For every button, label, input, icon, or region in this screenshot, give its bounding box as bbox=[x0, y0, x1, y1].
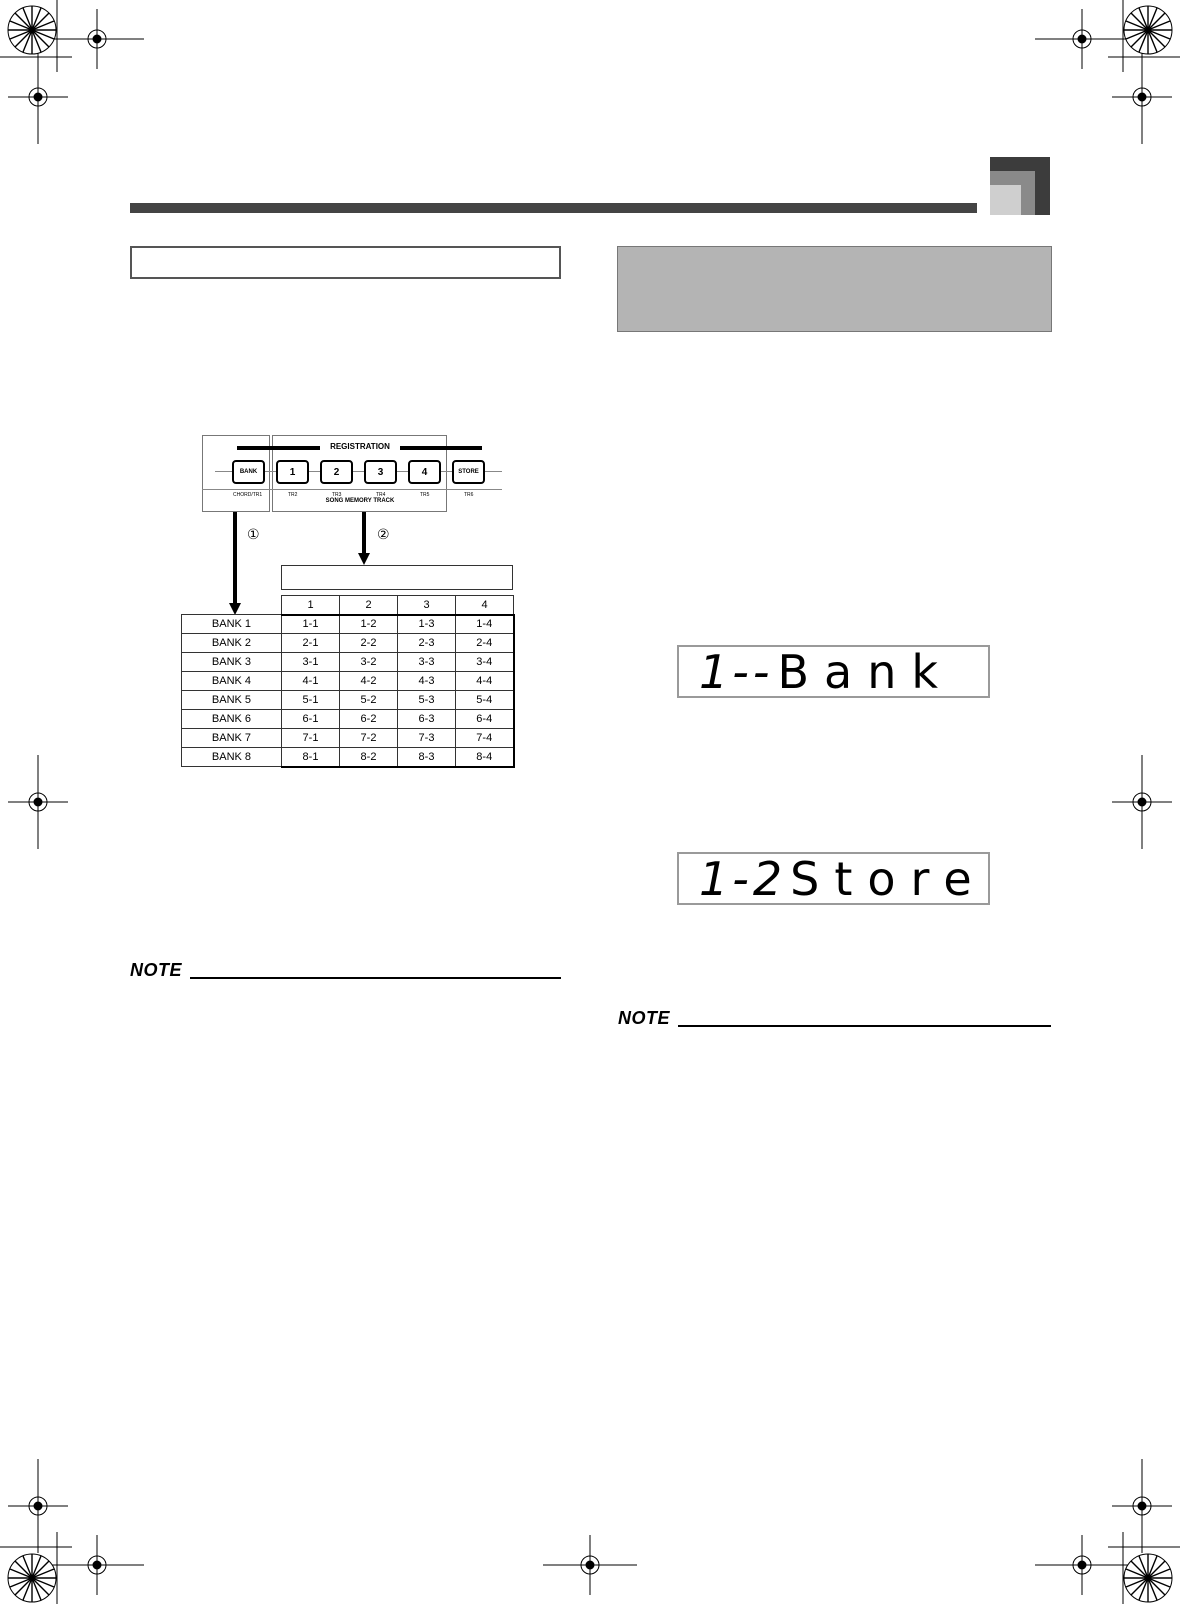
registration-button-3[interactable]: 3 bbox=[364, 460, 397, 484]
section-heading-box bbox=[130, 246, 561, 279]
setup-cell: 3-4 bbox=[456, 653, 514, 672]
registration-button-1[interactable]: 1 bbox=[276, 460, 309, 484]
track-label-tr3: TR3 bbox=[332, 492, 342, 498]
setup-cell: 8-3 bbox=[398, 748, 456, 767]
bank-button[interactable]: BANK bbox=[232, 460, 265, 484]
setup-cell: 8-4 bbox=[456, 748, 514, 767]
lcd-display-bank bbox=[677, 645, 990, 698]
setup-cell: 2-3 bbox=[398, 634, 456, 653]
registration-table bbox=[181, 595, 515, 768]
setup-cell: 1-4 bbox=[456, 615, 514, 634]
display-store-text: Store bbox=[790, 851, 987, 906]
setup-cell: 6-2 bbox=[340, 710, 398, 729]
bank-name: BANK 8 bbox=[182, 748, 282, 767]
track-label-chord: CHORD/TR1 bbox=[233, 492, 263, 498]
table-row bbox=[182, 710, 514, 729]
area-arrow-shaft bbox=[362, 512, 366, 557]
bank-name: BANK 7 bbox=[182, 729, 282, 748]
setup-cell: 8-2 bbox=[340, 748, 398, 767]
setup-cell: 4-4 bbox=[456, 672, 514, 691]
table-row bbox=[182, 729, 514, 748]
track-label-tr6: TR6 bbox=[464, 492, 474, 498]
header-tab-light bbox=[990, 185, 1021, 215]
note-heading-right: NOTE bbox=[618, 1008, 671, 1028]
setup-cell: 4-3 bbox=[398, 672, 456, 691]
setup-cell: 5-2 bbox=[340, 691, 398, 710]
song-memory-track-label: SONG MEMORY TRACK bbox=[325, 498, 395, 504]
registration-button-4[interactable]: 4 bbox=[408, 460, 441, 484]
table-row bbox=[182, 634, 514, 653]
setup-cell: 5-3 bbox=[398, 691, 456, 710]
setup-cell: 6-1 bbox=[282, 710, 340, 729]
section-heading-box-shaded bbox=[617, 246, 1052, 332]
header-rule bbox=[130, 203, 977, 213]
setup-cell: 2-1 bbox=[282, 634, 340, 653]
setup-cell: 3-1 bbox=[282, 653, 340, 672]
bank-name: BANK 4 bbox=[182, 672, 282, 691]
setup-cell: 7-1 bbox=[282, 729, 340, 748]
bank-name: BANK 2 bbox=[182, 634, 282, 653]
setup-cell: 1-3 bbox=[398, 615, 456, 634]
setup-cell: 1-1 bbox=[282, 615, 340, 634]
bank-name: BANK 3 bbox=[182, 653, 282, 672]
table-row bbox=[182, 672, 514, 691]
setup-cell: 2-4 bbox=[456, 634, 514, 653]
track-label-tr2: TR2 bbox=[288, 492, 298, 498]
column-header: 4 bbox=[456, 596, 514, 615]
bank-name: BANK 5 bbox=[182, 691, 282, 710]
table-row bbox=[182, 748, 514, 767]
setup-cell: 1-2 bbox=[340, 615, 398, 634]
setup-cell: 5-4 bbox=[456, 691, 514, 710]
setup-cell: 6-3 bbox=[398, 710, 456, 729]
bank-name: BANK 6 bbox=[182, 710, 282, 729]
setup-cell: 2-2 bbox=[340, 634, 398, 653]
note-rule-left bbox=[190, 977, 561, 979]
display-store-number: 1-2 bbox=[699, 851, 787, 906]
track-guide-line bbox=[202, 489, 502, 490]
setup-cell: 4-1 bbox=[282, 672, 340, 691]
lcd-display-store bbox=[677, 852, 990, 905]
bank-arrow-shaft bbox=[233, 512, 237, 607]
table-row bbox=[182, 653, 514, 672]
setup-cell: 7-2 bbox=[340, 729, 398, 748]
setup-cell: 7-4 bbox=[456, 729, 514, 748]
setup-cell: 6-4 bbox=[456, 710, 514, 729]
column-header: 3 bbox=[398, 596, 456, 615]
note-heading-left: NOTE bbox=[130, 960, 183, 980]
bank-name: BANK 1 bbox=[182, 615, 282, 634]
area-arrow-head bbox=[358, 553, 370, 565]
track-label-tr5: TR5 bbox=[420, 492, 430, 498]
column-header: 2 bbox=[340, 596, 398, 615]
setup-cell: 3-2 bbox=[340, 653, 398, 672]
setup-cell: 7-3 bbox=[398, 729, 456, 748]
area-caption-box bbox=[281, 565, 513, 590]
store-button[interactable]: STORE bbox=[452, 460, 485, 484]
table-corner bbox=[182, 596, 282, 615]
setup-cell: 3-3 bbox=[398, 653, 456, 672]
display-bank-text: Bank bbox=[777, 644, 954, 699]
track-label-tr4: TR4 bbox=[376, 492, 386, 498]
note-rule-right bbox=[678, 1025, 1051, 1027]
display-bank-number: 1-- bbox=[699, 644, 774, 699]
setup-cell: 5-1 bbox=[282, 691, 340, 710]
registration-title: REGISTRATION bbox=[320, 442, 400, 451]
column-header: 1 bbox=[282, 596, 340, 615]
table-row bbox=[182, 615, 514, 634]
registration-button-2[interactable]: 2 bbox=[320, 460, 353, 484]
table-row bbox=[182, 691, 514, 710]
callout-2: ② bbox=[377, 527, 390, 543]
setup-cell: 4-2 bbox=[340, 672, 398, 691]
callout-1: ① bbox=[247, 527, 260, 543]
setup-cell: 8-1 bbox=[282, 748, 340, 767]
